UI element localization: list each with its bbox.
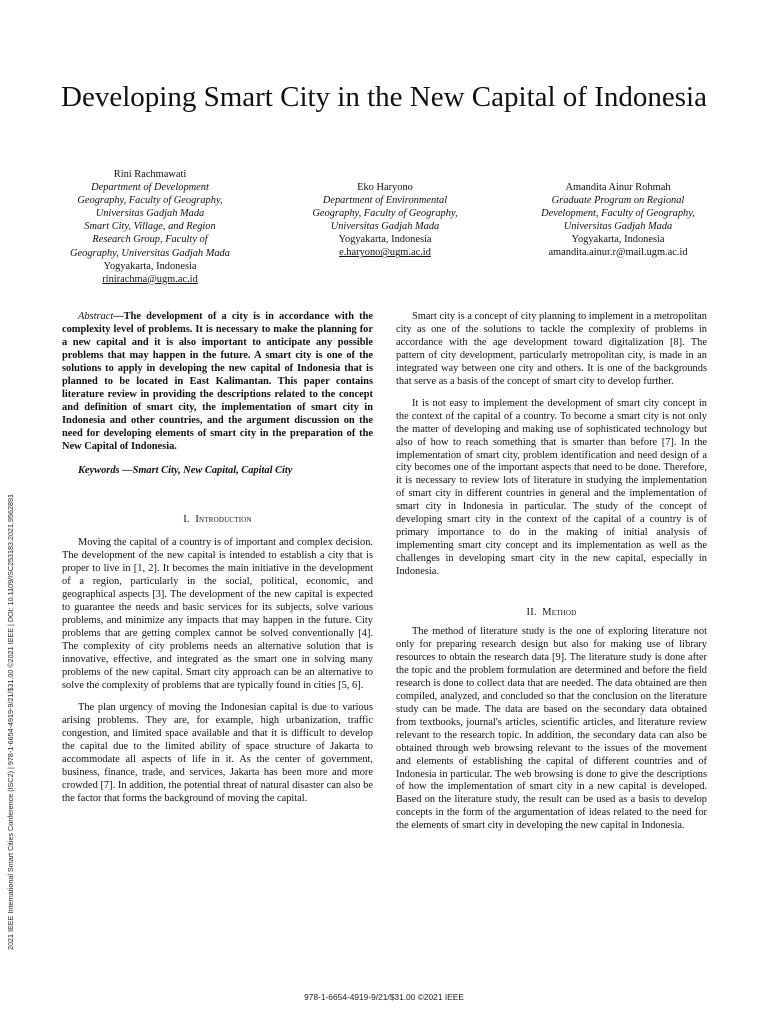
author-block-2 — [280, 181, 490, 260]
author-block-1 — [40, 168, 260, 286]
keywords — [62, 465, 373, 478]
abstract — [62, 311, 373, 453]
author-affiliation-line: Department of Environmental — [322, 195, 448, 207]
abstract-label: Abstract — [78, 311, 114, 322]
page-footer: 978-1-6654-4919-9/21/$31.00 ©2021 IEEE — [304, 992, 464, 1002]
author-affiliation-line: Geography, Faculty of Geography, — [312, 208, 458, 220]
method-paragraph: The method of literature study is the one of exploring literature not only for preparing research design but also for making use of library resources to obtain the research data [9]. The literature study is done after the topic and the problem formulation are determined and before the field research is done to collect data that are needed. The data obtained are then compiled, analyzed, and concluded so that the conclusion on the literature study can be made. The data are based on the secondary data obtained from textbooks, journal's articles, scientific articles, and literature review relevant to the research topic. In addition, the secondary data can also be obtained through web browsing relevant to the issues of the movement and elements of establishing the capital of different countries and of Indonesia in particular. The web browsing is done to give the descriptions of how the implementation of smart city in a new capital is developed. Based on the literature study, the result can be used as a basis to develop concepts in the form of the argumentation of ideas related to the need for the elements of smart city in developing the new capital in Indonesia. — [396, 626, 707, 832]
author-block-3 — [508, 181, 728, 260]
keywords-text: Smart City, New Capital, Capital City — [132, 465, 293, 477]
body-paragraph-2: It is not easy to implement the development of smart city concept in the context of the capital of a country. To become a smart city is not only the matter of developing and making use of sophisticated technology but also of how to reach something that is smarter than before [7]. In the implementation of smart city, problem identification and need design of a city becomes one of the important aspects that need to be done. Therefore, it is necessary to review lots of literature in studying the implementation of smart city in different countries in general and the implementation of smart city in Indonesia in particular. The study of the concept of developing smart city in the context of the capital of a country is of primary importance to do in the making of initial analysis of implementing smart city concept and its implementation as well as the challenges in developing smart city in the new capital, especially in Indonesia. — [396, 397, 707, 578]
author-name: Rini Rachmawati — [113, 169, 187, 180]
section-heading-method — [396, 607, 707, 620]
author-city: Yogyakarta, Indonesia — [103, 260, 197, 272]
author-affiliation-line: Department of Development — [91, 182, 209, 194]
section-number: II. — [526, 607, 537, 619]
author-city: Yogyakarta, Indonesia — [338, 234, 432, 246]
paper-title: Developing Smart City in the New Capital of Indonesia — [61, 81, 707, 113]
section-title: Method — [542, 607, 577, 619]
author-name: Eko Haryono — [357, 182, 413, 193]
section-title: Introduction — [195, 514, 252, 526]
author-city: Yogyakarta, Indonesia — [571, 234, 665, 246]
left-column — [62, 311, 373, 805]
author-affiliation-line: Development, Faculty of Geography, — [541, 208, 695, 220]
keywords-label: Keywords — — [78, 465, 133, 477]
author-affiliation-line: Geography, Faculty of Geography, — [77, 195, 223, 207]
body-paragraph-1: Smart city is a concept of city planning to implement in a metropolitan city as one of the solutions to tackle the complexity of problems in accordance with the age development toward digitalization [8]. The pattern of city development, particularly metropolitan city, is made in an integrated way between one city and others. It is one of the backgrounds that serve as a basis of the concept of smart city to develop further. — [396, 311, 707, 387]
author-email-link[interactable]: rinirachma@ugm.ac.id — [102, 273, 198, 285]
intro-paragraph-1: Moving the capital of a country is of important and complex decision. The development of the new capital is intended to establish a city that is proper to live in [1, 2]. It becomes the main initiative in the development of a region, particularly in the social, political, economic, and geographical aspects [3]. The development of the new capital is expected to guarantee the needs and basic services for its subjects, solve various problems, and minimize any impacts that may happen in the future. City problems that are getting complex cannot be solved conventionally [4]. The complexity of city problems needs an alternative solution that is innovative, effective, and integrated as the smart one in solving many problems of the new capital. Smart city approach can be an alternative to solve the complexity of problems that are typically found in cities [5, 6]. — [62, 537, 373, 691]
right-column — [396, 311, 707, 833]
author-email: amandita.ainur.r@mail.ugm.ac.id — [548, 247, 688, 259]
section-heading-introduction — [62, 514, 373, 527]
author-affiliation-line: Graduate Program on Regional — [551, 195, 685, 207]
author-affiliation-line: Geography, Universitas Gadjah Mada — [70, 247, 230, 259]
author-name: Amandita Ainur Rohmah — [565, 182, 671, 193]
author-affiliation-line: Smart City, Village, and Region — [84, 221, 216, 233]
abstract-text: —The development of a city is in accordance with the complexity level of problems. It is necessary to make the planning for a new capital and it is also important to anticipate any possible problems that may happen in the future. A smart city is one of the solutions to apply in developing the new capital of Indonesia that is planned to be located in East Kalimantan. This paper contains literature review in providing the descriptions related to the concept and definition of smart city, the implementation of smart city in Indonesia and other countries, and the argument discussion on the need for developing elements of smart city in the preparation of the New Capital of Indonesia. — [62, 311, 373, 452]
section-number: I. — [183, 514, 190, 526]
author-affiliation-line: Universitas Gadjah Mada — [95, 208, 205, 220]
sidebar-citation-text: 2021 IEEE International Smart Cities Conference (ISC2) | 978-1-6654-4919-9/21/$31.00 ©2021 IEEE | DOI: 10.1109/ISC253183.2021.9562891 — [6, 493, 15, 950]
author-email-link[interactable]: e.haryono@ugm.ac.id — [339, 247, 431, 259]
author-affiliation-line: Research Group, Faculty of — [92, 234, 208, 246]
author-affiliation-line: Universitas Gadjah Mada — [330, 221, 440, 233]
intro-paragraph-2: The plan urgency of moving the Indonesian capital is due to various arising problems. They are, for example, high urbanization, traffic congestion, and limited space available and that it is difficult to develop the capital due to the limited ability of space structure of Jakarta to accommodate all aspects of life in it. As the center of government, business, finance, trade, and services, Jakarta has been more and more crowded [7]. In addition, the potential threat of natural disaster can also be the factor that forms the background of moving the capital. — [62, 701, 373, 804]
author-affiliation-line: Universitas Gadjah Mada — [563, 221, 673, 233]
